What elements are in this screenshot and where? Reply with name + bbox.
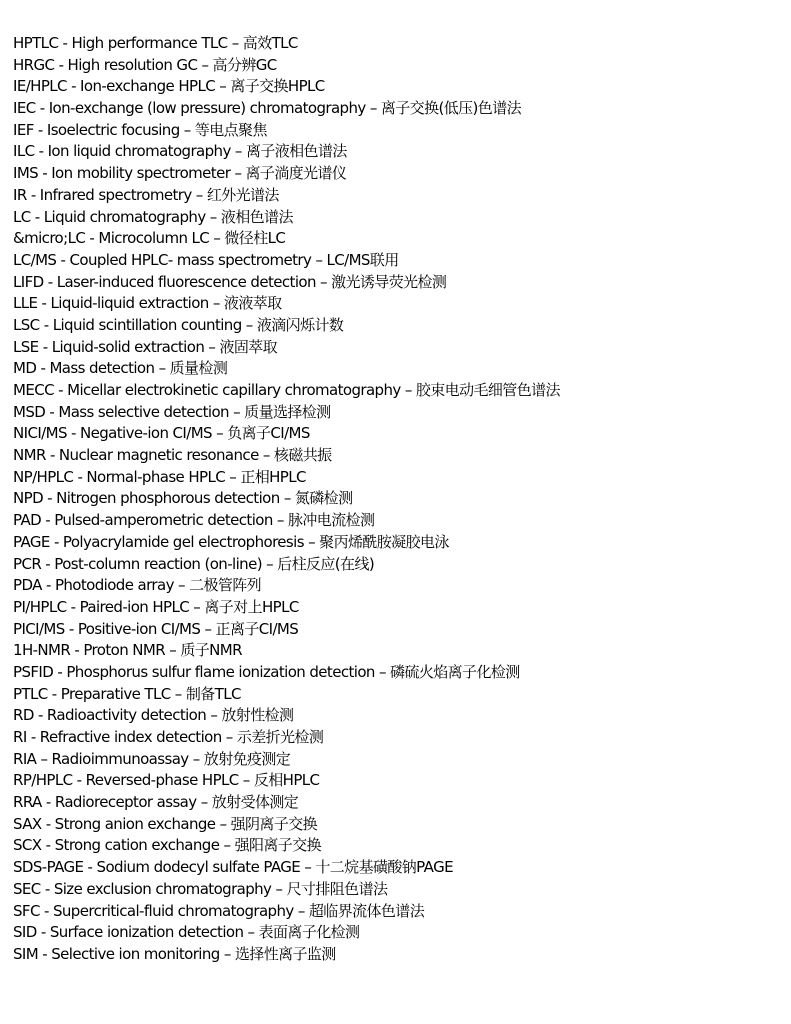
glossary-entry: IR - Infrared spectrometry – 红外光谱法 [13, 185, 279, 204]
glossary-entry: LLE - Liquid-liquid extraction – 液液萃取 [13, 294, 282, 313]
glossary-entry: SFC - Supercritical-fluid chromatography – 超临界流体色谱法 [13, 901, 425, 920]
glossary-entry: RP/HPLC - Reversed-phase HPLC – 反相HPLC [13, 771, 320, 790]
glossary-entry: NP/HPLC - Normal-phase HPLC – 正相HPLC [13, 467, 306, 486]
glossary-entry: NPD - Nitrogen phosphorous detection – 氮磷检测 [13, 489, 353, 508]
glossary-entry: LIFD - Laser-induced fluorescence detection – 激光诱导荧光检测 [13, 272, 447, 291]
glossary-entry: RI - Refractive index detection – 示差折光检测 [13, 728, 324, 746]
glossary-entry: NMR - Nuclear magnetic resonance – 核磁共振 [13, 446, 332, 465]
glossary-entry: MD - Mass detection – 质量检测 [13, 359, 228, 378]
glossary-entry: PDA - Photodiode array – 二极管阵列 [13, 576, 262, 595]
glossary-entry: PTLC - Preparative TLC – 制备TLC [13, 684, 241, 703]
glossary-entry: SCX - Strong cation exchange – 强阳离子交换 [13, 836, 321, 855]
glossary-entry: SEC - Size exclusion chromatography – 尺寸排阻色谱法 [13, 879, 388, 898]
glossary-entry: LC/MS - Coupled HPLC- mass spectrometry – LC/MS联用 [13, 250, 399, 269]
glossary-entry: MECC - Micellar electrokinetic capillary chromatography – 胶束电动毛细管色谱法 [13, 381, 560, 399]
glossary-entry: LSC - Liquid scintillation counting – 液滴闪烁计数 [13, 315, 344, 334]
glossary-entry: IE/HPLC - Ion-exchange HPLC – 离子交换HPLC [13, 77, 325, 96]
glossary-page [13, 33, 783, 966]
glossary-entry: NICI/MS - Negative-ion CI/MS – 负离子CI/MS [13, 424, 310, 443]
glossary-entry: RIA – Radioimmunoassay – 放射免疫测定 [13, 749, 291, 768]
glossary-entry: LC - Liquid chromatography – 液相色谱法 [13, 207, 293, 226]
glossary-entry: SIM - Selective ion monitoring – 选择性离子监测 [13, 944, 336, 963]
glossary-entry: PAD - Pulsed-amperometric detection – 脉冲电流检测 [13, 511, 375, 530]
glossary-entry: HPTLC - High performance TLC – 高效TLC [13, 34, 298, 52]
glossary-entry: RD - Radioactivity detection – 放射性检测 [13, 706, 294, 725]
glossary-entry: PICI/MS - Positive-ion CI/MS – 正离子CI/MS [13, 619, 299, 638]
glossary-entry: &micro;LC - Microcolumn LC – 微径柱LC [13, 229, 286, 248]
glossary-entry: LSE - Liquid-solid extraction – 液固萃取 [13, 337, 278, 356]
glossary-entry: PI/HPLC - Paired-ion HPLC – 离子对上HPLC [13, 597, 299, 616]
glossary-entry: ILC - Ion liquid chromatography – 离子液相色谱法 [13, 142, 347, 161]
glossary-entry: SAX - Strong anion exchange – 强阴离子交换 [13, 814, 318, 833]
glossary-entry: RRA - Radioreceptor assay – 放射受体测定 [13, 793, 299, 812]
glossary-entry: PSFID - Phosphorus sulfur flame ionization detection – 磷硫火焰离子化检测 [13, 662, 520, 681]
glossary-entry: SID - Surface ionization detection – 表面离子化检测 [13, 923, 360, 942]
glossary-entry: IEC - Ion-exchange (low pressure) chromatography – 离子交换(低压)色谱法 [13, 99, 521, 118]
glossary-entry: PCR - Post-column reaction (on-line) – 后柱反应(在线) [13, 554, 375, 573]
glossary-entry: SDS-PAGE - Sodium dodecyl sulfate PAGE – 十二烷基磺酸钠PAGE [13, 858, 453, 877]
glossary-entry: IEF - Isoelectric focusing – 等电点聚焦 [13, 120, 267, 139]
glossary-entry: HRGC - High resolution GC – 高分辨GC [13, 55, 277, 74]
glossary-entry: 1H-NMR - Proton NMR – 质子NMR [13, 641, 242, 660]
glossary-entry: IMS - Ion mobility spectrometer – 离子淌度光谱仪 [13, 164, 347, 183]
glossary-entry: PAGE - Polyacrylamide gel electrophoresis – 聚丙烯酰胺凝胶电泳 [13, 532, 449, 551]
glossary-entry: MSD - Mass selective detection – 质量选择检测 [13, 402, 331, 421]
